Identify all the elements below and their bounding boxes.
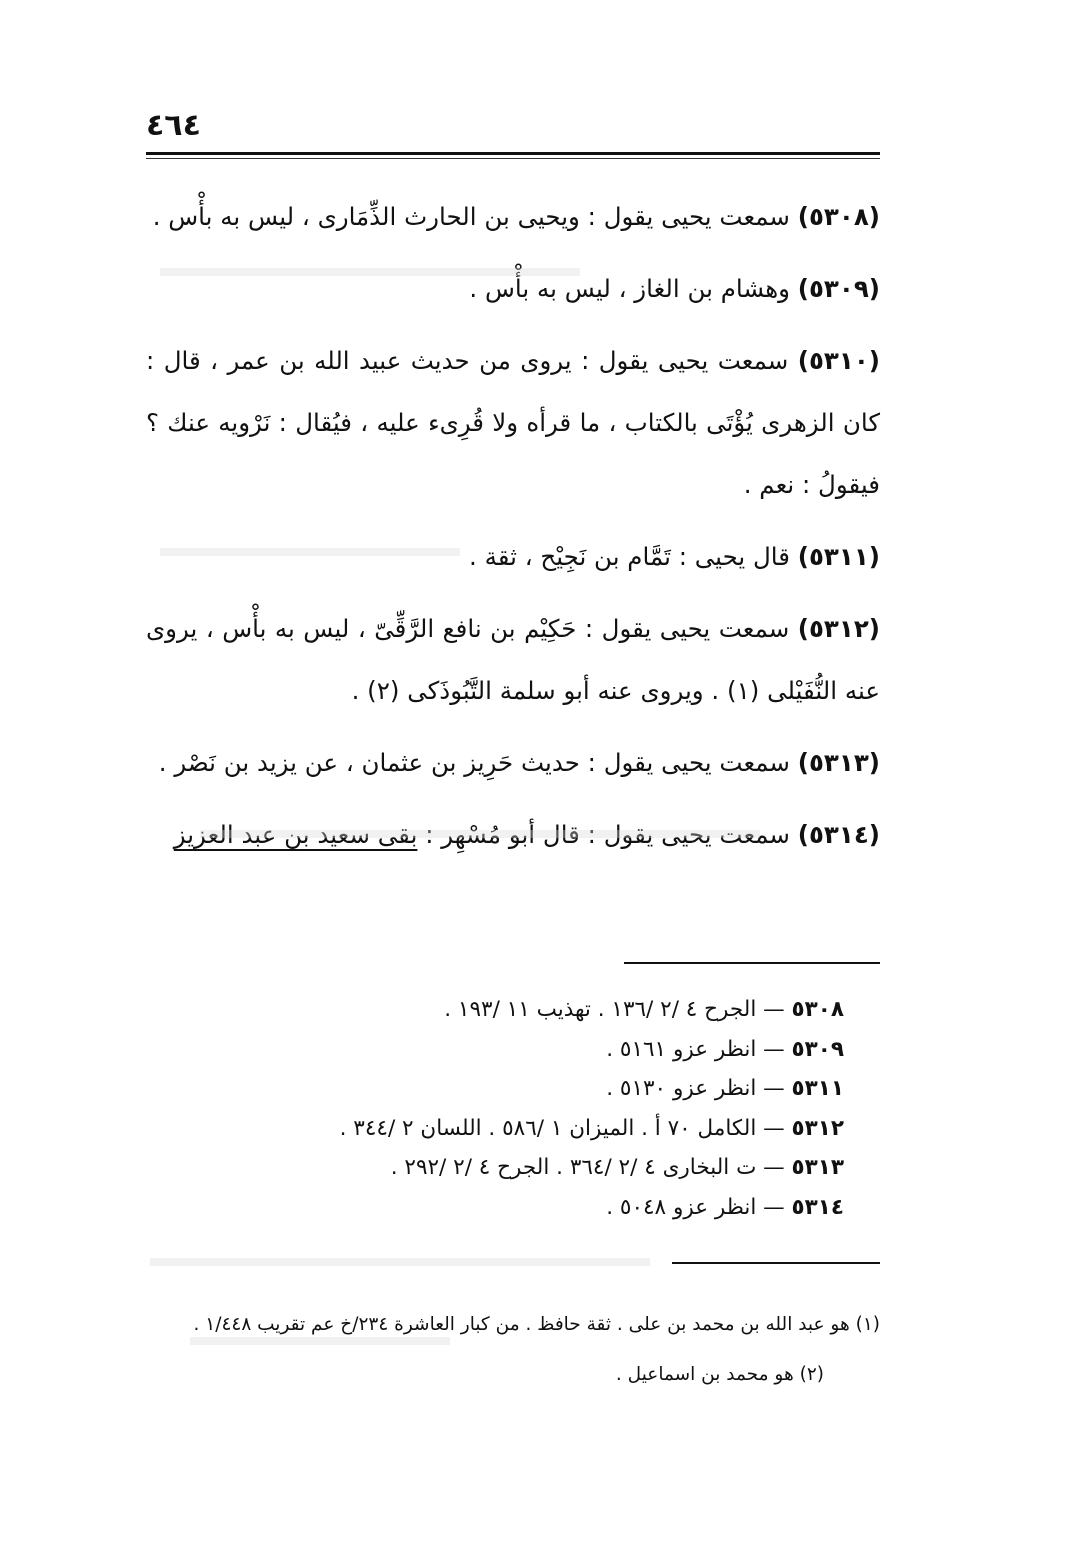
entry-5312: [146, 598, 880, 722]
scan-bleed: [200, 830, 760, 838]
entry-5308: [146, 186, 880, 248]
header-rule: [146, 152, 880, 155]
reference-dash: —: [763, 1076, 785, 1101]
entry-number: (٥٣٠٨): [797, 202, 880, 231]
scan-bleed: [160, 548, 460, 556]
entry-text: قال يحيى : تَمَّام بن نَجِيْح ، ثقة .: [469, 542, 790, 571]
reference-row: [146, 1030, 844, 1070]
underlined-text: بقى سعيد بن عبد العزيز: [173, 820, 418, 849]
reference-number: ٥٣٠٩: [791, 1036, 844, 1062]
reference-text: انظر عزو ٥٠٤٨ .: [606, 1194, 757, 1220]
reference-text: الكامل ٧٠ أ . الميزان ١ /٥٨٦ . اللسان ٢ /٣٤٤ .: [339, 1115, 757, 1141]
reference-dash: —: [763, 1036, 785, 1062]
entry-text: سمعت يحيى يقول : قال أبو مُسْهِر :: [425, 820, 790, 849]
reference-dash: —: [763, 1115, 785, 1141]
entry-text: وهشام بن الغاز ، ليس به بأْس .: [469, 274, 790, 303]
reference-number: ٥٣١١: [791, 1076, 844, 1101]
entry-number: (٥٣١١): [797, 542, 880, 571]
entry-text: سمعت يحيى يقول : ويحيى بن الحارث الذِّمَارى ، ليس به بأْس .: [152, 202, 790, 231]
reference-number: ٥٣١٤: [791, 1194, 844, 1220]
scan-bleed: [150, 1258, 650, 1266]
entry-text: سمعت يحيى يقول : حديث حَرِيز بن عثمان ، عن يزيد بن نَصْر .: [158, 748, 790, 777]
reference-dash: —: [763, 997, 785, 1022]
header-rule-thin: [146, 158, 880, 159]
reference-dash: —: [763, 1194, 785, 1220]
source-references: [146, 990, 844, 1227]
reference-text: الجرح ٤ /٢ /١٣٦ . تهذيب ١١ /١٩٣ .: [444, 997, 757, 1022]
entry-text: سمعت يحيى يقول : حَكِيْم بن نافع الرَّقِّىّ ، ليس به بأْس ، يروى عنه النُّفَيْلى (١) . ويروى عنه أبو سلمة التَّبُوذَكى (٢) .: [146, 614, 880, 705]
reference-row: [146, 990, 844, 1030]
footnotes-rule: [672, 1262, 880, 1264]
scan-bleed: [160, 268, 580, 276]
reference-row: [146, 1069, 844, 1109]
reference-number: ٥٣٠٨: [791, 997, 844, 1022]
reference-text: انظر عزو ٥١٣٠ .: [606, 1076, 757, 1101]
reference-number: ٥٣١٣: [791, 1155, 844, 1180]
entry-5311: [146, 526, 880, 588]
reference-row: [146, 1188, 844, 1228]
reference-text: ت البخارى ٤ /٢ /٣٦٤ . الجرح ٤ /٢ /٢٩٢ .: [390, 1155, 757, 1180]
entry-5310: [146, 330, 880, 516]
reference-text: انظر عزو ٥١٦١ .: [606, 1036, 757, 1062]
entry-number: (٥٣٠٩): [797, 274, 880, 303]
entry-number: (٥٣١٣): [797, 748, 880, 777]
entry-number: (٥٣١٢): [797, 614, 880, 643]
reference-number: ٥٣١٢: [791, 1115, 844, 1141]
footnote-2: (٢) هو محمد بن اسماعيل .: [615, 1364, 824, 1385]
narration-entries: [146, 186, 880, 876]
scan-bleed: [190, 1337, 450, 1345]
page-number: ٤٦٤: [146, 108, 201, 143]
entry-5313: [146, 732, 880, 794]
reference-row: [146, 1109, 844, 1149]
reference-row: [146, 1148, 844, 1188]
reference-dash: —: [763, 1155, 785, 1180]
footnote-1: (١) هو عبد الله بن محمد بن على . ثقة حافظ . من كبار العاشرة ٢٣٤/خ عم تقريب ١/٤٤٨ .: [193, 1313, 880, 1335]
references-rule: [624, 962, 880, 964]
entry-number: (٥٣١٠): [797, 346, 880, 375]
entry-number: (٥٣١٤): [797, 820, 880, 849]
entry-text: سمعت يحيى يقول : يروى من حديث عبيد الله بن عمر ، قال : كان الزهرى يُؤْتَى بالكتاب ، ما قرأه ولا قُرِىء عليه ، فيُقال : نَرْويه عنك ؟ فيقولُ : نعم .: [146, 346, 880, 499]
